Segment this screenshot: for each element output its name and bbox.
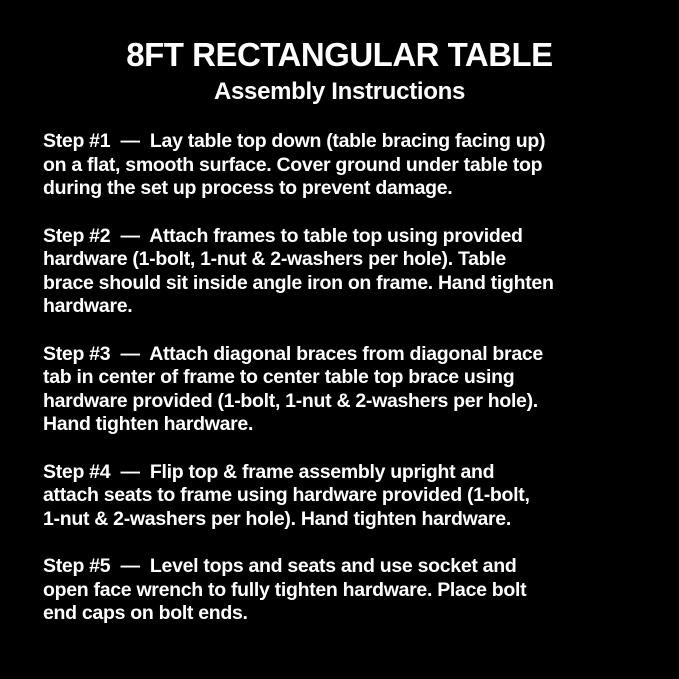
step-line: hardware provided (1-bolt, 1-nut & 2-washers per hole). — [43, 389, 538, 412]
step-line: during the set up process to prevent damage. — [43, 177, 453, 199]
step-paragraph-3 — [43, 343, 649, 437]
step-line: on a flat, smooth surface. Cover ground under table top — [43, 153, 543, 176]
header — [0, 0, 679, 106]
step-line: open face wrench to fully tighten hardware. Place bolt — [43, 578, 527, 601]
step-line: hardware. — [43, 295, 133, 317]
step-line: attach seats to frame using hardware provided (1-bolt, — [43, 484, 530, 506]
step-line: Step #4 — Flip top & frame assembly upright and — [43, 460, 495, 483]
step-line: tab in center of frame to center table top brace using — [43, 366, 515, 388]
step-line: Hand tighten hardware. — [43, 413, 254, 435]
step-line: Step #2 — Attach frames to table top using provided — [43, 224, 523, 247]
step-paragraph-5 — [43, 555, 649, 626]
steps-section — [43, 130, 649, 626]
step-line: end caps on bolt ends. — [43, 602, 248, 624]
step-line: hardware (1-bolt, 1-nut & 2-washers per hole). Table — [43, 248, 506, 270]
step-line: Step #3 — Attach diagonal braces from diagonal brace — [43, 342, 543, 365]
step-paragraph-2 — [43, 225, 649, 319]
page-title: 8FT RECTANGULAR TABLE — [126, 36, 553, 73]
step-line: 1-nut & 2-washers per hole). Hand tighten hardware. — [43, 507, 511, 530]
step-line: Step #5 — Level tops and seats and use socket and — [43, 555, 517, 577]
step-paragraph-1 — [43, 130, 649, 201]
step-line: Step #1 — Lay table top down (table bracing facing up) — [43, 130, 546, 152]
step-paragraph-4 — [43, 461, 649, 532]
page-subtitle: Assembly Instructions — [213, 78, 466, 105]
step-line: brace should sit inside angle iron on frame. Hand tighten — [43, 271, 554, 294]
